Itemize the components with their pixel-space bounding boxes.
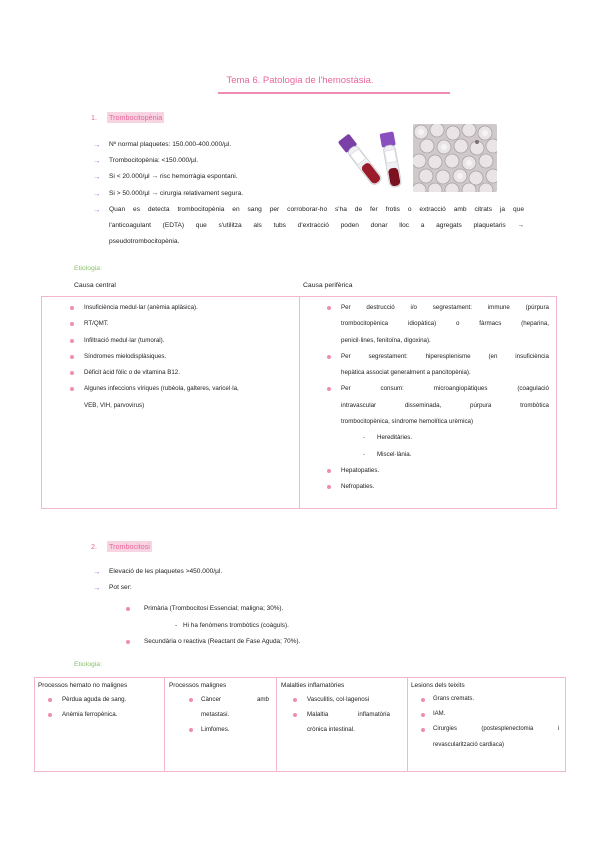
- central-cause-list: [70, 300, 292, 414]
- list-item: → Elevació de les plaquetes >450.000/µl.: [93, 564, 393, 580]
- list-item: Càncer amb: [181, 692, 269, 707]
- long-item-line-1: Quan es detecta trombocitopènia en sang per corroborar-ho s'ha de fer frotis o extracció amb citrats ja que: [109, 206, 524, 213]
- list-item: Anèmia ferropènica.: [48, 707, 162, 722]
- table-column: [281, 682, 404, 738]
- section-1-long-item: [93, 202, 524, 251]
- table-column: [38, 682, 162, 722]
- list-item: → Si < 20.000/µl → risc hemorràgia espontani.: [93, 169, 323, 185]
- column-header: Processos malignes: [169, 682, 227, 689]
- sub-list-item: - Hereditàries.: [327, 430, 549, 446]
- bullet-icon: [70, 387, 74, 391]
- section-2-label: Trombocitosi: [109, 542, 150, 551]
- table-divider: [276, 677, 277, 771]
- column-header: Malalties inflamatòries: [281, 682, 345, 689]
- blood-smear-icon: [413, 124, 497, 192]
- list-item: Cirurgies (postesplenectomia i: [411, 722, 559, 737]
- list-item-continued: intravascular disseminada, púrpura trombòtica: [341, 401, 549, 409]
- list-item: Insuficiència medul·lar (anèmia aplàsica).: [70, 300, 292, 316]
- table-divider: [299, 296, 300, 508]
- section-1-number: 1.: [91, 113, 97, 122]
- list-item-continued: VEB, VIH, parvovirus): [84, 401, 145, 409]
- section-2-list: [93, 564, 393, 596]
- list-item: Per consum: microangiopàtiques (coagulació: [327, 381, 549, 397]
- section-2-heading: [91, 542, 152, 551]
- section-2-sublist: [126, 601, 300, 651]
- bullet-icon: [189, 698, 193, 702]
- bullet-icon: [327, 387, 331, 391]
- list-item: IAM.: [411, 707, 559, 722]
- list-item: Hepatopaties.: [327, 463, 549, 479]
- section-1-label: Trombocitopènia: [109, 113, 163, 122]
- list-item-continued: revascularització cardiaca): [433, 741, 505, 748]
- arrow-icon: →: [93, 172, 101, 182]
- list-item: Malaltia inflamatòria: [285, 707, 390, 722]
- list-item-continued: metastasi.: [201, 711, 230, 719]
- column-header: Processos hemato no malignes: [38, 682, 128, 689]
- section-1-heading: [91, 113, 164, 122]
- bullet-icon: [70, 306, 74, 310]
- column-header: Lesions dels teixits: [411, 682, 465, 689]
- bullet-icon: [327, 355, 331, 359]
- list-item-continued: hepàtica associat generalment a pancitopènia).: [341, 369, 471, 377]
- list-item: Algunes infeccions víriques (rubèola, galteres, varicel·la,: [70, 381, 292, 397]
- bullet-icon: [327, 306, 331, 310]
- bullet-icon: [70, 322, 74, 326]
- bullet-icon: [421, 728, 425, 732]
- list-item: Dèficit àcid fòlic o de vitamina B12.: [70, 365, 292, 381]
- etiologia-heading-1: Etiologia:: [74, 265, 102, 272]
- list-item: → Si > 50.000/µl → cirurgia relativament segura.: [93, 186, 323, 202]
- list-item-continued: trombocitopènica idiopàtica) o fàrmacs (heparina,: [341, 320, 549, 328]
- list-item-continued: trombocitopènica, síndrome hemolítica urèmica): [341, 418, 474, 426]
- dash-icon: -: [363, 434, 366, 442]
- long-item-line-3: pseudotrombocitopènia.: [109, 238, 180, 246]
- bullet-icon: [421, 698, 425, 702]
- list-item: → Trombocitopènia: <150.000/µl.: [93, 153, 323, 169]
- bullet-icon: [421, 713, 425, 717]
- sub-sub-list-item: - Hi ha fenòmens trombòtics (coàguls).: [126, 618, 300, 635]
- table-divider: [407, 677, 408, 771]
- blood-tubes-icon: [335, 128, 413, 192]
- list-item: → Pot ser:: [93, 580, 393, 596]
- bullet-icon: [293, 698, 297, 702]
- bullet-icon: [48, 713, 52, 717]
- list-item: Pèrdua aguda de sang.: [48, 692, 162, 707]
- bullet-icon: [327, 485, 331, 489]
- section-1-list: [93, 137, 323, 202]
- list-item: Per segrestament: hiperesplenisme (en insuficiència: [327, 349, 549, 365]
- table-column: [169, 682, 273, 738]
- list-item: Limfomes.: [181, 722, 269, 737]
- dash-icon: -: [363, 450, 366, 458]
- central-cause-heading: Causa central: [74, 282, 116, 289]
- bullet-icon: [189, 728, 193, 732]
- sub-list-item: - Miscel·lània.: [327, 447, 549, 463]
- list-item: Nefropaties.: [327, 479, 549, 495]
- page-title: Tema 6. Patologia de l'hemostàsia.: [226, 75, 374, 86]
- list-item: Grans cremats.: [411, 692, 559, 707]
- dash-icon: -: [175, 621, 178, 629]
- arrow-icon: →: [93, 583, 101, 593]
- arrow-icon: →: [93, 156, 101, 166]
- arrow-icon: →: [93, 140, 101, 149]
- bullet-icon: [70, 339, 74, 343]
- title-underline: [218, 92, 450, 94]
- bullet-icon: [70, 355, 74, 359]
- table-column: [411, 682, 561, 753]
- list-item-continued: penicil·lines, fenitoïna, digoxina).: [341, 336, 431, 344]
- bullet-icon: [48, 698, 52, 702]
- list-item-continued: crònica intestinal.: [307, 726, 355, 734]
- long-item-line-2: l'anticoagulant (EDTA) que s'utilitza als tubs d'extracció poden donar lloc a agregats plaquetaris →: [109, 222, 524, 230]
- list-item: Infiltració medul·lar (tumoral).: [70, 333, 292, 349]
- etiologia-heading-2: Etiologia:: [74, 661, 102, 668]
- arrow-icon: →: [93, 567, 101, 576]
- sub-list-item: Secundària o reactiva (Reactant de Fase Aguda; 70%).: [126, 634, 300, 651]
- section-2-number: 2.: [91, 542, 97, 551]
- bullet-icon: [126, 607, 130, 611]
- table-divider: [164, 677, 165, 771]
- bullet-icon: [126, 640, 130, 644]
- blood-tubes-image: [335, 128, 413, 192]
- arrow-icon: →: [93, 188, 101, 198]
- list-item: Síndromes mielodisplàsiques.: [70, 349, 292, 365]
- peripheral-cause-heading: Causa perifèrica: [303, 282, 353, 289]
- bullet-icon: [293, 713, 297, 717]
- sub-list-item: Primària (Trombocitosi Essencial; maligna; 30%).: [126, 601, 300, 618]
- list-item: Per destrucció i/o segrestament: immune (púrpura: [327, 300, 549, 316]
- peripheral-cause-list: [327, 300, 549, 496]
- arrow-icon: →: [93, 205, 101, 214]
- list-item: → Nº normal plaquetes: 150.000-400.000/µl.: [93, 137, 323, 153]
- blood-smear-image: [413, 124, 497, 192]
- list-item: RT/QMT.: [70, 316, 292, 332]
- list-item: Vasculitis, col·lagenosi: [285, 692, 390, 707]
- bullet-icon: [70, 371, 74, 375]
- bullet-icon: [327, 469, 331, 473]
